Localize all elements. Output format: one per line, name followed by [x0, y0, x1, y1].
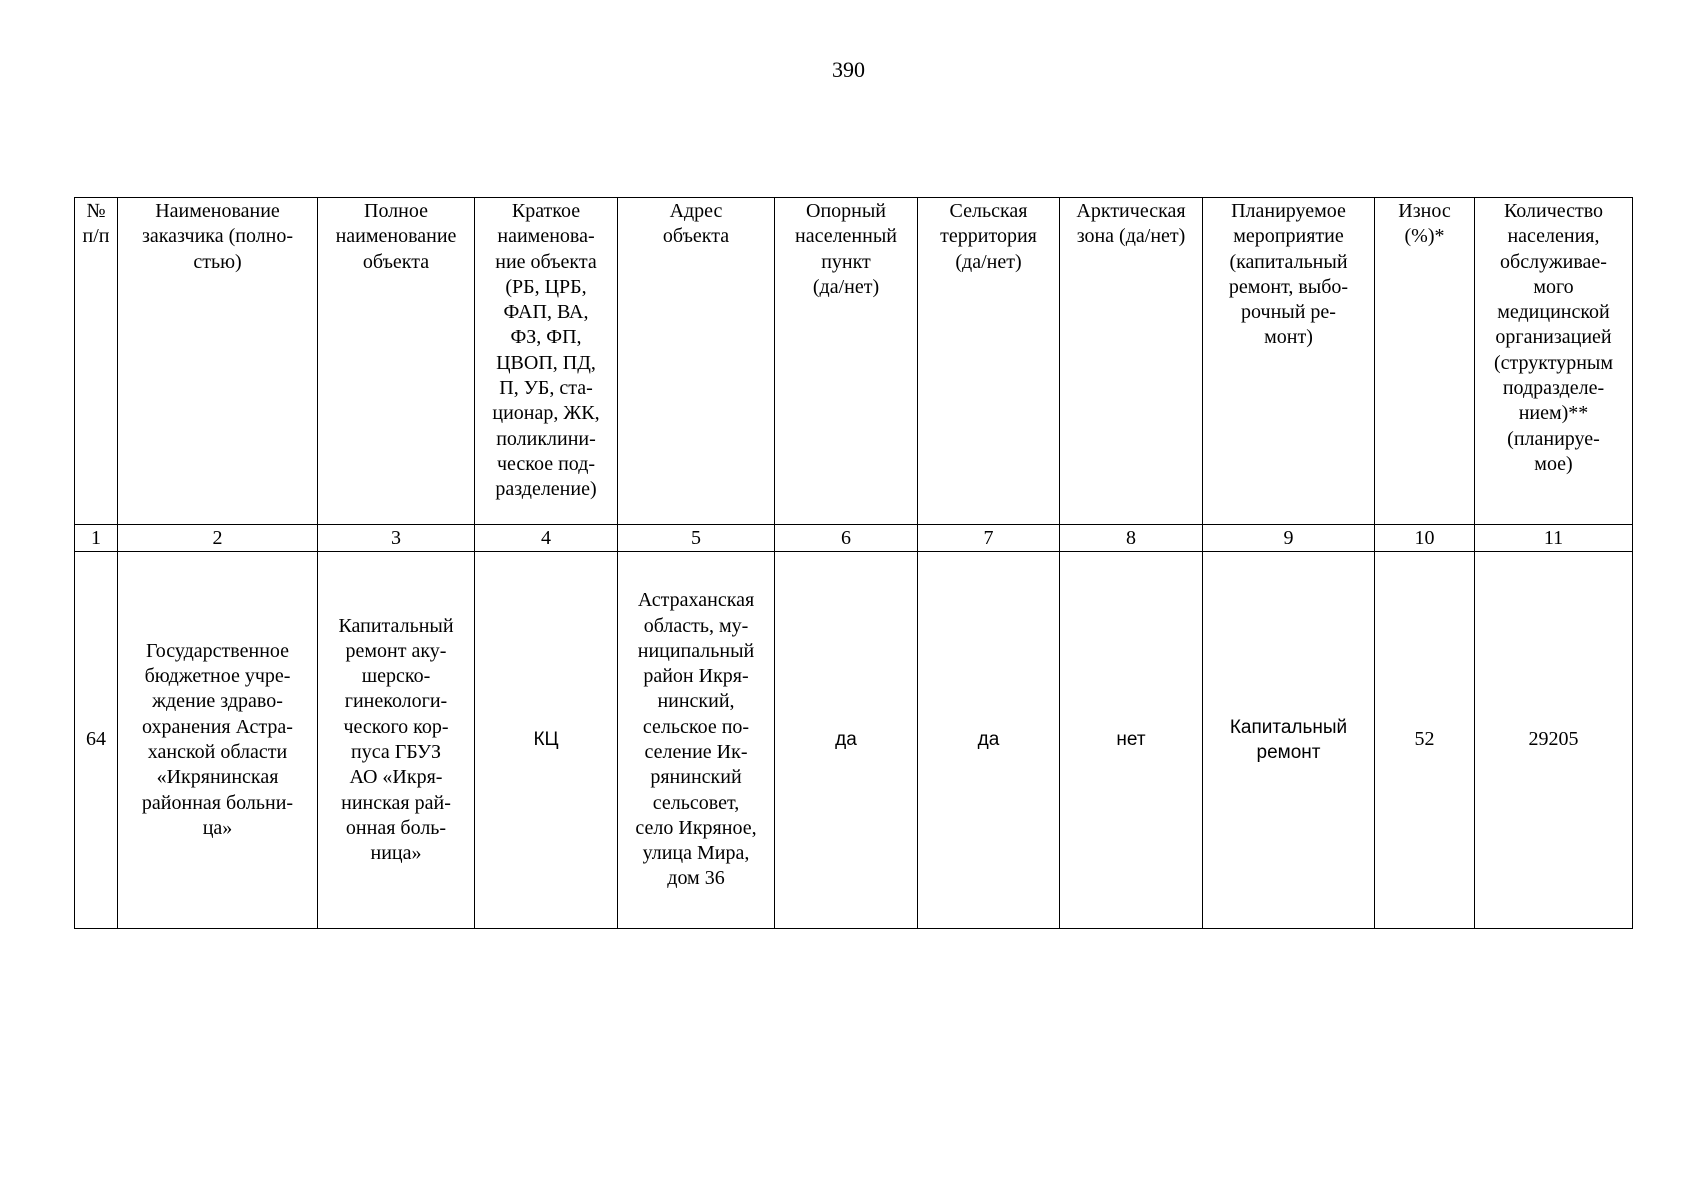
header-cell-arctic-zone: Арктическая зона (да/нет) — [1060, 198, 1203, 525]
table-row — [75, 552, 1633, 929]
page-number: 390 — [832, 57, 865, 82]
column-number-cell: 10 — [1375, 525, 1475, 552]
customer-cell: Государственное бюджетное учре- ждение здраво- охранения Астра- ханской области «Икрянинская районная больни- ца» — [118, 552, 318, 929]
short-object-name-cell: КЦ — [475, 552, 618, 929]
rural-territory-cell: да — [918, 552, 1060, 929]
column-number-cell: 6 — [775, 525, 918, 552]
header-cell-rural-territory: Сельская территория (да/нет) — [918, 198, 1060, 525]
column-number-cell: 1 — [75, 525, 118, 552]
column-number-cell: 11 — [1475, 525, 1633, 552]
address-cell: Астраханская область, му- ниципальный район Икря- нинский, сельское по- селение Ик- рянинский сельсовет, село Икряное, улица Мира, дом 36 — [618, 552, 775, 929]
header-cell-wear: Износ (%)* — [1375, 198, 1475, 525]
population-cell: 29205 — [1475, 552, 1633, 929]
full-object-name-cell: Капитальный ремонт аку- шерско- гинекологи- ческого кор- пуса ГБУЗ АО «Икря- нинская рай- онная боль- ница» — [318, 552, 475, 929]
capital-repair-table — [74, 197, 1633, 929]
column-number-cell: 3 — [318, 525, 475, 552]
header-cell-planned-measure: Планируемое мероприятие (капитальный ремонт, выбо- рочный ре- монт) — [1203, 198, 1375, 525]
column-number-cell: 4 — [475, 525, 618, 552]
column-number-row — [75, 525, 1633, 552]
planned-measure-cell: Капитальный ремонт — [1203, 552, 1375, 929]
wear-cell: 52 — [1375, 552, 1475, 929]
column-number-cell: 8 — [1060, 525, 1203, 552]
column-number-cell: 5 — [618, 525, 775, 552]
header-cell-short-object-name: Краткое наименова- ние объекта (РБ, ЦРБ, ФАП, ВА, ФЗ, ФП, ЦВОП, ПД, П, УБ, ста- ционар, ЖК, поликлини- ческое под- разделение) — [475, 198, 618, 525]
column-number-cell: 9 — [1203, 525, 1375, 552]
header-cell-support-settlement: Опорный населенный пункт (да/нет) — [775, 198, 918, 525]
support-settlement-cell: да — [775, 552, 918, 929]
column-number-cell: 2 — [118, 525, 318, 552]
column-number-cell: 7 — [918, 525, 1060, 552]
header-cell-population: Количество населения, обслуживае- мого медицинской организацией (структурным подразделе- нием)** (планируе- мое) — [1475, 198, 1633, 525]
header-cell-customer: Наименование заказчика (полно- стью) — [118, 198, 318, 525]
table-header-row — [75, 198, 1633, 525]
header-cell-full-object-name: Полное наименование объекта — [318, 198, 475, 525]
row-number-cell: 64 — [75, 552, 118, 929]
header-cell-number: № п/п — [75, 198, 118, 525]
header-cell-address: Адрес объекта — [618, 198, 775, 525]
arctic-zone-cell: нет — [1060, 552, 1203, 929]
